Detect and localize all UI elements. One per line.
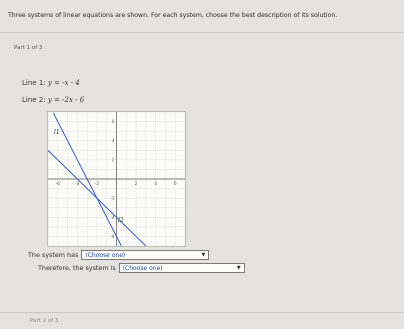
question-2: [38, 263, 245, 273]
part-label: Part 1 of 3: [14, 45, 43, 51]
x-tick-label: -2: [94, 181, 99, 186]
question-2-text: Therefore, the system is: [38, 264, 116, 272]
line-1-equation: [22, 79, 80, 87]
question-1: [28, 250, 209, 260]
line-2-label: Line 2:: [22, 96, 46, 104]
line-2-formula: y = -2x - 6: [47, 96, 85, 104]
line-2-label-mark: l2: [118, 217, 124, 224]
solution-count-value: (Choose one): [85, 251, 126, 259]
system-type-value: (Choose one): [122, 264, 163, 272]
system-type-select[interactable]: [119, 263, 245, 273]
part-footer: Part 2 of 3: [30, 318, 59, 324]
line-1-label-mark: l1: [54, 129, 60, 136]
graph-canvas: [48, 112, 185, 246]
y-tick-label: 2: [111, 157, 115, 163]
y-tick-label: -6: [110, 233, 115, 239]
line-1-label: Line 1:: [22, 79, 46, 87]
divider: [0, 312, 404, 313]
x-tick-label: -6: [55, 181, 60, 186]
x-tick-label: 4: [154, 181, 157, 186]
line-1-formula: y = -x - 4: [47, 79, 80, 87]
y-tick-label: -4: [110, 214, 115, 220]
y-tick-label: -2: [110, 195, 115, 201]
question-1-text: The system has: [28, 251, 79, 259]
instructions: Three systems of linear equations are shown. For each system, choose the best description of its solution.: [8, 12, 338, 19]
y-tick-label: 6: [111, 119, 115, 125]
caret-down-icon: ▼: [236, 265, 241, 271]
coordinate-graph: [47, 111, 186, 247]
x-tick-label: 6: [173, 181, 177, 186]
solution-count-select[interactable]: [81, 250, 209, 260]
x-tick-label: -4: [75, 181, 80, 186]
divider: [0, 32, 404, 33]
y-tick-label: 4: [111, 138, 115, 144]
caret-down-icon: ▼: [201, 252, 206, 258]
x-tick-label: 2: [134, 181, 138, 186]
line-2-equation: [22, 96, 84, 104]
